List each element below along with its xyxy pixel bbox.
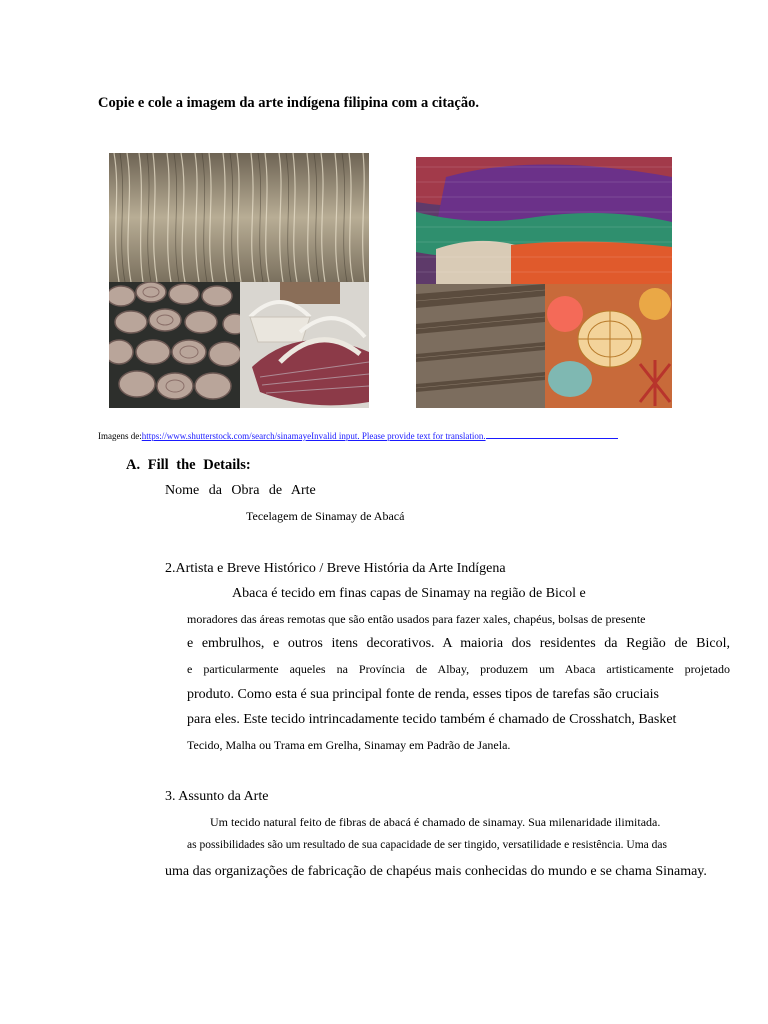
history-line-2: moradores das áreas remotas que são então usados para fazer xales, chapéus, bolsas de presente (187, 612, 646, 626)
history-line-4: e particularmente aqueles na Província de Albay, produzem um Abaca artisticamente projetado (187, 662, 730, 676)
woven-baskets-photo (240, 282, 369, 408)
link-underline-fill (486, 430, 618, 439)
artwork-name-label: Nome da Obra de Arte (165, 483, 316, 498)
subject-line-2: as possibilidades são um resultado de sua capacidade de ser tingido, versatilidade e resistência. Uma das (187, 839, 667, 851)
artwork-name-value: Tecelagem de Sinamay de Abacá (246, 509, 405, 523)
subject-line-1: Um tecido natural feito de fibras de abacá é chamado de sinamay. Sua milenaridade ilimitada. (210, 815, 661, 829)
sinamay-decor-photo (545, 284, 672, 408)
section-a-heading: A. Fill the Details: (126, 457, 251, 473)
sinamay-rolls-photo (416, 157, 672, 284)
abaca-fibers-photo (109, 153, 369, 282)
source-link[interactable]: https://www.shutterstock.com/search/sinamayeInvalid input. Please provide text for translation. (141, 431, 486, 441)
history-line-3: e embrulhos, e outros itens decorativos. A maioria dos residentes da Região de Bicol, (187, 636, 730, 651)
caption-prefix: Imagens de: (98, 431, 142, 441)
history-line-6: para eles. Este tecido intrincadamente tecido também é chamado de Crosshatch, Basket (187, 712, 677, 727)
woven-fabric-photo (416, 284, 545, 408)
artist-history-label: 2.Artista e Breve Histórico / Breve História da Arte Indígena (165, 561, 506, 576)
art-subject-label: 3. Assunto da Arte (165, 789, 269, 804)
history-line-7: Tecido, Malha ou Trama em Grelha, Sinamay em Padrão de Janela. (187, 738, 511, 752)
page-heading: Copie e cole a imagem da arte indígena filipina com a citação. (98, 95, 479, 111)
history-line-5: produto. Como esta é sua principal fonte de renda, esses tipos de tarefas são cruciais (187, 687, 659, 702)
history-line-1: Abaca é tecido em finas capas de Sinamay na região de Bicol e (232, 586, 586, 601)
subject-line-3: uma das organizações de fabricação de chapéus mais conhecidas do mundo e se chama Sinamay. (165, 864, 707, 879)
image-source-caption (98, 430, 618, 441)
woven-bowls-photo (109, 282, 240, 408)
